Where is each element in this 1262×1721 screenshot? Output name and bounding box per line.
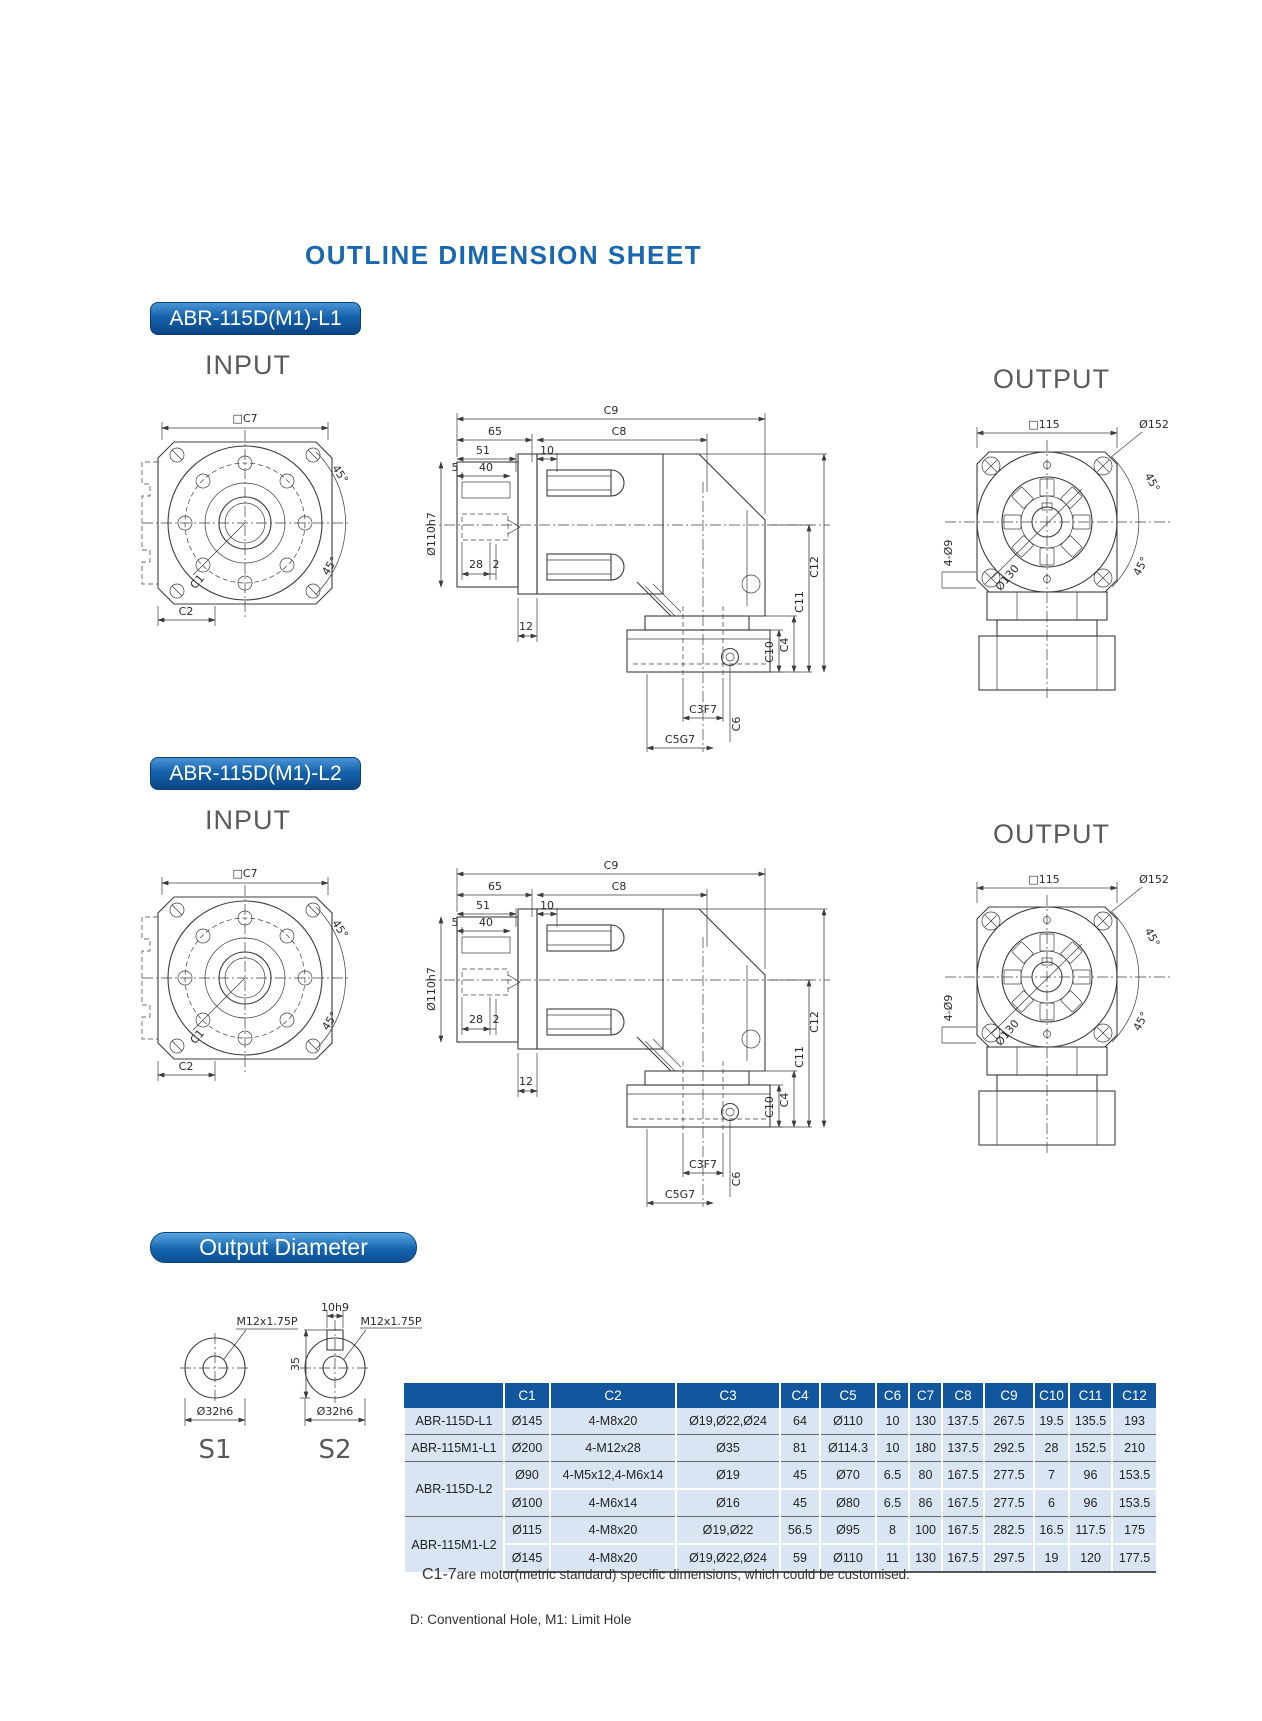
header-c11: C11 (1069, 1383, 1112, 1408)
dim-d152-label: Ø152 (1139, 873, 1169, 886)
header-c6: C6 (876, 1383, 909, 1408)
dim-12-label: 12 (519, 620, 533, 633)
dim-c3-label: C3F7 (688, 1158, 718, 1171)
dim-c8-label: C8 (611, 425, 627, 438)
output-diameter-tab: Output Diameter (150, 1232, 417, 1263)
input-view-label: INPUT (205, 805, 291, 835)
dim-holes-label: 4-Ø9 (942, 539, 955, 567)
dim-40-label: 40 (479, 461, 493, 474)
cell: 16.5 (1034, 1517, 1069, 1545)
cell: 19 (1034, 1544, 1069, 1572)
cell: 6.5 (876, 1462, 909, 1490)
dim-c6-label: C6 (730, 1171, 743, 1187)
dim-c12-label: C12 (808, 556, 821, 578)
side-dimensions (425, 404, 827, 752)
dim-5-label: 5 (451, 916, 459, 929)
table-row (404, 1517, 1156, 1545)
shaft-s1 (180, 1315, 298, 1465)
note-body: are motor(metric standard) specific dimensions, which could be customised. (456, 1567, 910, 1582)
cell: 7 (1034, 1462, 1069, 1490)
output-view-label: OUTPUT (993, 819, 1110, 849)
cell: 45 (780, 1462, 820, 1490)
header-c7: C7 (909, 1383, 942, 1408)
dim-shaft-label: Ø110h7 (425, 512, 438, 556)
dim-5-label: 5 (451, 461, 459, 474)
dim-angle-top-label: 45° (1141, 925, 1163, 950)
dim-d152-label: Ø152 (1139, 418, 1169, 431)
table-row (404, 1408, 1156, 1435)
cell: Ø115 (504, 1517, 550, 1545)
cell: 10 (876, 1408, 909, 1435)
cell: Ø110 (820, 1408, 876, 1435)
dim-c8-label: C8 (611, 880, 627, 893)
model-cell: ABR-115D-L2 (404, 1462, 504, 1517)
cell: Ø110 (820, 1544, 876, 1572)
header-c10: C10 (1034, 1383, 1069, 1408)
cell: Ø35 (676, 1435, 780, 1462)
cell: 4-M5x12,4-M6x14 (550, 1462, 676, 1490)
model-tab-l2: ABR-115D(M1)-L2 (150, 757, 361, 790)
dim-28-label: 28 (469, 1013, 483, 1026)
dim-square115-label: □115 (1028, 418, 1060, 431)
side-view-drawing (395, 817, 835, 1212)
cell: 130 (909, 1408, 942, 1435)
cell: Ø145 (504, 1408, 550, 1435)
dim-d130-label: Ø130 (992, 1017, 1022, 1049)
cell: 100 (909, 1517, 942, 1545)
dim-c4-label: C4 (778, 1092, 791, 1108)
s2-thread-label: M12x1.75P (360, 1315, 422, 1328)
cell: 297.5 (984, 1544, 1034, 1572)
cell: 56.5 (780, 1517, 820, 1545)
dim-c5-label: C5G7 (664, 1188, 696, 1201)
dim-65-label: 65 (488, 425, 502, 438)
dim-angle-bottom-label: 45° (319, 554, 341, 578)
cell: 282.5 (984, 1517, 1034, 1545)
dim-c6-label: C6 (730, 716, 743, 732)
cell: 152.5 (1069, 1435, 1112, 1462)
cell: 153.5 (1112, 1489, 1156, 1517)
cell: 80 (909, 1462, 942, 1490)
header-c1: C1 (504, 1383, 550, 1408)
cell: Ø70 (820, 1462, 876, 1490)
cell: Ø95 (820, 1517, 876, 1545)
input-front-view-drawing (130, 853, 360, 1088)
cell: 180 (909, 1435, 942, 1462)
model-cell: ABR-115M1-L2 (404, 1517, 504, 1573)
dim-c2-label: C2 (178, 1060, 194, 1073)
s2-depth-label: 35 (289, 1357, 302, 1371)
cell: 4-M8x20 (550, 1408, 676, 1435)
model-tab-l1: ABR-115D(M1)-L1 (150, 302, 361, 335)
cell: 6.5 (876, 1489, 909, 1517)
dim-c2-label: C2 (178, 605, 194, 618)
header-c2: C2 (550, 1383, 676, 1408)
cell: 167.5 (942, 1489, 984, 1517)
dim-angle-bottom-label: 45° (1130, 554, 1152, 579)
header-c9: C9 (984, 1383, 1034, 1408)
model-cell: ABR-115M1-L1 (404, 1435, 504, 1462)
header-c8: C8 (942, 1383, 984, 1408)
dim-angle-bottom-label: 45° (319, 1009, 341, 1033)
cell: 277.5 (984, 1489, 1034, 1517)
cell: 117.5 (1069, 1517, 1112, 1545)
cell: Ø90 (504, 1462, 550, 1490)
cell: 210 (1112, 1435, 1156, 1462)
cell: Ø19,Ø22,Ø24 (676, 1544, 780, 1572)
table-row (404, 1435, 1156, 1462)
output-dimensions (942, 418, 1169, 593)
dim-65-label: 65 (488, 880, 502, 893)
dim-2-label: 2 (492, 558, 500, 571)
cell: 130 (909, 1544, 942, 1572)
cell: 137.5 (942, 1435, 984, 1462)
dim-c1-label: C1 (187, 1026, 208, 1047)
dim-c12-label: C12 (808, 1011, 821, 1033)
dim-2-label: 2 (492, 1013, 500, 1026)
dim-angle-top-label: 45° (329, 462, 351, 486)
s2-key-label: 10h9 (321, 1301, 349, 1314)
dim-c9-label: C9 (603, 859, 619, 872)
side-dimensions (425, 859, 827, 1207)
cell: 267.5 (984, 1408, 1034, 1435)
cell: 167.5 (942, 1544, 984, 1572)
dim-c10-label: C10 (763, 641, 776, 663)
cell: 11 (876, 1544, 909, 1572)
dim-c11-label: C11 (793, 1046, 806, 1068)
output-front-view-drawing (930, 873, 1180, 1163)
cell: 4-M8x20 (550, 1544, 676, 1572)
cell: 81 (780, 1435, 820, 1462)
cell: 193 (1112, 1408, 1156, 1435)
dim-40-label: 40 (479, 916, 493, 929)
cell: Ø200 (504, 1435, 550, 1462)
dim-angle-top-label: 45° (1141, 470, 1163, 495)
cell: 292.5 (984, 1435, 1034, 1462)
cell: 28 (1034, 1435, 1069, 1462)
cell: 64 (780, 1408, 820, 1435)
dim-c10-label: C10 (763, 1096, 776, 1118)
cell: Ø19 (676, 1462, 780, 1490)
dim-holes-label: 4-Ø9 (942, 994, 955, 1022)
cell: Ø16 (676, 1489, 780, 1517)
dim-c7-label: □C7 (232, 867, 258, 880)
section-abr-115d-l2 (0, 757, 1262, 1212)
cell: 8 (876, 1517, 909, 1545)
dim-c1-label: C1 (187, 571, 208, 592)
note-prefix: C1-7 (422, 1566, 457, 1583)
cell: Ø114.3 (820, 1435, 876, 1462)
output-front-view-drawing (930, 418, 1180, 708)
cell: Ø19,Ø22,Ø24 (676, 1408, 780, 1435)
cell: 167.5 (942, 1517, 984, 1545)
output-view-label: OUTPUT (993, 364, 1110, 394)
cell: 175 (1112, 1517, 1156, 1545)
input-centerlines (142, 885, 348, 1075)
dim-angle-bottom-label: 45° (1130, 1009, 1152, 1034)
drawing-set-l2 (0, 757, 1262, 1212)
shaft-options-drawing (150, 1300, 430, 1465)
cell: 6 (1034, 1489, 1069, 1517)
dim-c3-label: C3F7 (688, 703, 718, 716)
dim-c7-label: □C7 (232, 412, 258, 425)
dim-51-label: 51 (476, 444, 490, 457)
dim-angle-top-label: 45° (329, 917, 351, 941)
note-hole-types: D: Conventional Hole, M1: Limit Hole (410, 1612, 632, 1627)
model-cell: ABR-115D-L1 (404, 1408, 504, 1435)
dim-shaft-label: Ø110h7 (425, 967, 438, 1011)
dim-12-label: 12 (519, 1075, 533, 1088)
dim-10-label: 10 (540, 444, 554, 457)
cell: 96 (1069, 1489, 1112, 1517)
cell: 120 (1069, 1544, 1112, 1572)
cell: 177.5 (1112, 1544, 1156, 1572)
input-view-label: INPUT (205, 350, 291, 380)
cell: 4-M8x20 (550, 1517, 676, 1545)
s1-caption: S1 (198, 1435, 232, 1465)
dimension-table (403, 1383, 1156, 1573)
cell: 137.5 (942, 1408, 984, 1435)
cell: 135.5 (1069, 1408, 1112, 1435)
dim-square115-label: □115 (1028, 873, 1060, 886)
side-body-outline (457, 454, 770, 678)
cell: 4-M12x28 (550, 1435, 676, 1462)
cell: Ø100 (504, 1489, 550, 1517)
header-c5: C5 (820, 1383, 876, 1408)
cell: 86 (909, 1489, 942, 1517)
cell: 45 (780, 1489, 820, 1517)
output-dimensions (942, 873, 1169, 1048)
side-centerlines (425, 937, 830, 1207)
cell: Ø80 (820, 1489, 876, 1517)
table-row (404, 1489, 1156, 1517)
cell: 153.5 (1112, 1462, 1156, 1490)
side-body-outline (457, 909, 770, 1133)
table-row (404, 1462, 1156, 1490)
cell: 4-M6x14 (550, 1489, 676, 1517)
header-c3: C3 (676, 1383, 780, 1408)
header-model (404, 1383, 504, 1408)
cell: 10 (876, 1435, 909, 1462)
note-customisation (422, 1566, 910, 1584)
s1-shaft-label: Ø32h6 (196, 1405, 234, 1418)
cell: 167.5 (942, 1462, 984, 1490)
cell: Ø145 (504, 1544, 550, 1572)
dim-d130-label: Ø130 (992, 562, 1022, 594)
side-view-drawing (395, 362, 835, 757)
table-header-row (404, 1383, 1156, 1408)
section-abr-115d-l1 (0, 302, 1262, 757)
s1-thread-label: M12x1.75P (236, 1315, 298, 1328)
dim-c9-label: C9 (603, 404, 619, 417)
s2-caption: S2 (318, 1435, 352, 1465)
side-centerlines (425, 482, 830, 752)
cell: Ø19,Ø22 (676, 1517, 780, 1545)
header-c4: C4 (780, 1383, 820, 1408)
page-title: OUTLINE DIMENSION SHEET (305, 240, 703, 270)
dim-c5-label: C5G7 (664, 733, 696, 746)
dim-c11-label: C11 (793, 591, 806, 613)
input-centerlines (142, 430, 348, 620)
cell: 277.5 (984, 1462, 1034, 1490)
s2-shaft-label: Ø32h6 (316, 1405, 354, 1418)
input-front-view-drawing (130, 398, 360, 633)
dim-c4-label: C4 (778, 637, 791, 653)
header-c12: C12 (1112, 1383, 1156, 1408)
dim-51-label: 51 (476, 899, 490, 912)
dim-28-label: 28 (469, 558, 483, 571)
dim-10-label: 10 (540, 899, 554, 912)
cell: 96 (1069, 1462, 1112, 1490)
cell: 19.5 (1034, 1408, 1069, 1435)
drawing-set-l1 (0, 302, 1262, 757)
cell: 59 (780, 1544, 820, 1572)
